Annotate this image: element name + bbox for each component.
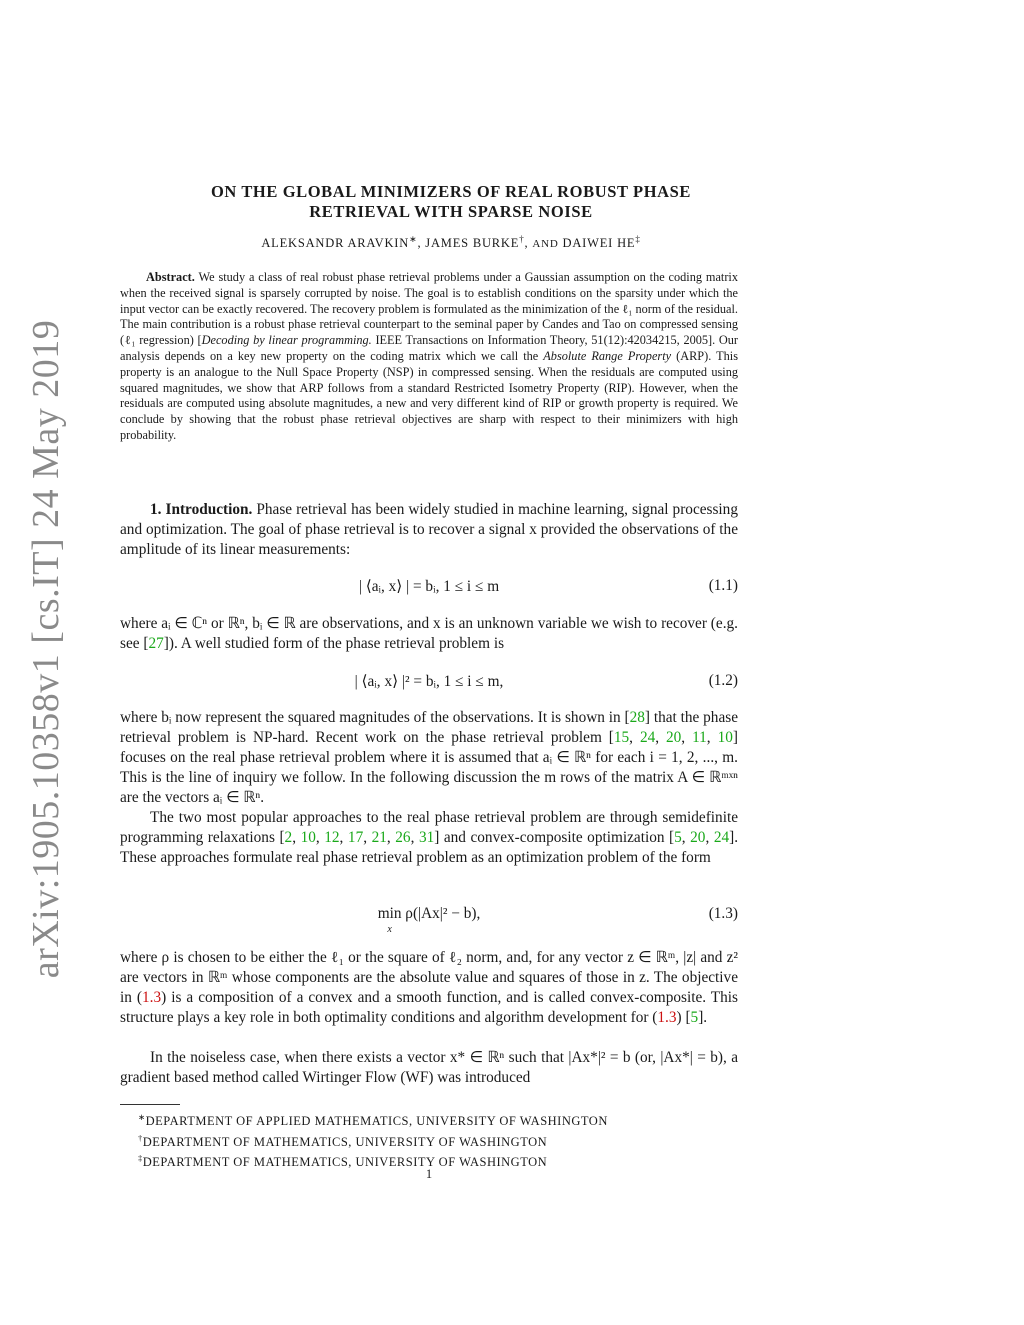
equation-expression bbox=[120, 905, 738, 941]
paragraph-2 bbox=[120, 614, 738, 654]
text-run: where bᵢ now represent the squared magnitudes of the observations. It is shown in [ bbox=[120, 709, 630, 726]
paragraph-6 bbox=[120, 1048, 738, 1088]
text-run: ] and convex-composite optimization [ bbox=[434, 829, 675, 846]
text-run: In the noiseless case, when there exists a vector x* ∈ ℝⁿ such that |Ax*|² = b (or, |Ax*| = b), a gradient based method called Wirtinger Flow (WF) was introduced bbox=[120, 1049, 738, 1086]
equation-number: (1.3) bbox=[708, 905, 738, 922]
abstract-cite-title: Decoding by linear programming. bbox=[201, 333, 372, 348]
author-1: ALEKSANDR ARAVKIN bbox=[261, 236, 410, 251]
text-run: ) is a composition of a convex and a smooth function, and is called convex-composite. This structure plays a key role in both optimality conditions and algorithm development for ( bbox=[120, 989, 738, 1026]
author-2: JAMES BURKE bbox=[425, 236, 520, 251]
arxiv-stamp: arXiv:1905.10358v1 [cs.IT] 24 May 2019 bbox=[25, 319, 67, 979]
citation-group: 5, 20, 24 bbox=[674, 829, 730, 846]
citation-link[interactable]: 2 bbox=[284, 829, 293, 846]
citation-link[interactable]: 21 bbox=[371, 829, 387, 846]
text-run: ] focuses on the real phase retrieval problem where it is assumed that aᵢ ∈ ℝⁿ for each i = 1, 2, ..., m. This is the line of inquiry we follow. In the following discussion the m rows of the matrix A ∈ ℝᵐˣⁿ are the vectors aᵢ ∈ ℝⁿ. bbox=[120, 729, 738, 806]
abstract-arp-name: Absolute Range Property bbox=[543, 348, 672, 363]
footnote-rule bbox=[120, 1104, 180, 1105]
citation-link[interactable]: 17 bbox=[347, 829, 364, 846]
abstract bbox=[120, 270, 738, 444]
equation-1-2 bbox=[120, 672, 738, 692]
citation-link[interactable]: 5 bbox=[690, 1009, 699, 1026]
equation-number: (1.1) bbox=[708, 577, 738, 594]
text-run: where ρ is chosen to be either the ℓ₁ or the square of ℓ₂ norm, and, for any vector z ∈ ℝᵐ, |z| and z² are vectors in ℝᵐ whose components are the absolute value and squares of those in z. The objective in ( bbox=[120, 949, 738, 1006]
citation-link[interactable]: 20 bbox=[690, 829, 706, 846]
equation-1-3 bbox=[120, 905, 738, 939]
author-3: DAIWEI HE bbox=[562, 236, 636, 251]
equation-number: (1.2) bbox=[708, 672, 738, 689]
text-run: ]. bbox=[698, 1009, 708, 1026]
citation-link[interactable]: 5 bbox=[674, 829, 682, 846]
citation-link[interactable]: 10 bbox=[717, 729, 733, 746]
introduction-paragraph bbox=[120, 500, 738, 560]
citation-group: 2, 10, 12, 17, 21, 26, 31 bbox=[284, 829, 435, 846]
citation-link[interactable]: 24 bbox=[639, 729, 656, 746]
text-run: The two most popular approaches to the real phase retrieval problem are through semidefinite programming relaxations [ bbox=[120, 809, 738, 846]
equation-1-1 bbox=[120, 577, 738, 597]
text-run: ) [ bbox=[676, 1009, 691, 1026]
paper-title bbox=[120, 182, 782, 222]
equation-rest: ρ(|Ax|² − b), bbox=[401, 905, 481, 922]
paragraph-3: where bᵢ now represent the squared magnitudes of the observations. It is shown in [28] that the phase retrieval problem is NP-hard. Recent work on the phase retrieval problem [15, 24, 20, 11, 10] focuses on the real phase retrieval problem where it is assumed that aᵢ ∈ ℝⁿ for each i = 1, 2, ..., m. This is the line of inquiry we follow. In the following discussion the m rows of the matrix A ∈ ℝᵐˣⁿ are the vectors aᵢ ∈ ℝⁿ. bbox=[120, 709, 738, 806]
footnotes bbox=[138, 1109, 608, 1171]
section-text: Phase retrieval has been widely studied in machine learning, signal processing and optimization. The goal of phase retrieval is to recover a signal x provided the observations of the amplitude of its linear measurements: bbox=[120, 501, 738, 558]
min-operator: min bbox=[377, 905, 402, 922]
text-run: ]. These approaches formulate real phase retrieval problem as an optimization problem of the form bbox=[120, 829, 739, 866]
citation-link[interactable]: 28 bbox=[629, 709, 645, 726]
abstract-text-2: IEEE Transactions on Information Theory, 51(12):42034215, 2005]. Our analysis depends on a key new property on the coding matrix which we call the bbox=[120, 333, 739, 363]
footnote-text: DEPARTMENT OF MATHEMATICS, UNIVERSITY OF WASHINGTON bbox=[142, 1134, 548, 1149]
abstract-label: Abstract. bbox=[146, 270, 195, 284]
author-and: AND bbox=[532, 238, 559, 251]
abstract-text-3: (ARP). This property is an analogue to the Null Space Property (NSP) in compressed sensing. When the residuals are computed using squared magnitudes, we show that ARP follows from a standard Restricted Isometry Property (RIP). However, when the residuals are computed using absolute magnitudes, a new and very different kind of RIP or growth property is required. We conclude by showing that the robust phase retrieval objectives are sharp with respect to their minimizers with high probability. bbox=[120, 348, 738, 442]
title-line-1: ON THE GLOBAL MINIMIZERS OF REAL ROBUST PHASE bbox=[210, 182, 692, 201]
footnote-3: ‡DEPARTMENT OF MATHEMATICS, UNIVERSITY OF WASHINGTON bbox=[138, 1153, 548, 1170]
footnote-2: †DEPARTMENT OF MATHEMATICS, UNIVERSITY OF WASHINGTON bbox=[138, 1132, 548, 1149]
citation-link[interactable]: 27 bbox=[148, 635, 164, 652]
citation-link[interactable]: 10 bbox=[300, 829, 316, 846]
page-number: 1 bbox=[425, 1167, 433, 1181]
abstract-text-1: We study a class of real robust phase retrieval problems under a Gaussian assumption on the coding matrix when the received signal is sparsely corrupted by noise. The goal is to establish conditions on the sparsity under which the input vector can be exactly recovered. The recovery problem is formulated as the minimization of the ℓ₁ norm of the residual. The main contribution is a robust phase retrieval counterpart to the seminal paper by Candes and Tao on compressed sensing (ℓ₁ regression) [ bbox=[120, 270, 738, 348]
text-run: ] that the phase retrieval problem is NP-hard. Recent work on the phase retrieval problem [ bbox=[120, 709, 738, 746]
author-list: ALEKSANDR ARAVKIN∗, JAMES BURKE†, AND DAIWEI HE‡ bbox=[261, 234, 641, 251]
citation-link[interactable]: 26 bbox=[395, 829, 411, 846]
footnote-text: DEPARTMENT OF MATHEMATICS, UNIVERSITY OF WASHINGTON bbox=[142, 1155, 548, 1170]
equation-expression: | ⟨aᵢ, x⟩ | = bᵢ, 1 ≤ i ≤ m bbox=[358, 578, 500, 595]
text-run: where aᵢ ∈ ℂⁿ or ℝⁿ, bᵢ ∈ ℝ are observations, and x is an unknown variable we wish to recover (e.g. see [ bbox=[120, 615, 738, 652]
equation-link[interactable]: 1.3 bbox=[142, 989, 162, 1006]
section-heading: 1. Introduction. bbox=[150, 501, 253, 518]
citation-link[interactable]: 24 bbox=[713, 829, 730, 846]
citation-link[interactable]: 12 bbox=[324, 829, 340, 846]
equation-expression: | ⟨aᵢ, x⟩ |² = bᵢ, 1 ≤ i ≤ m, bbox=[354, 673, 504, 690]
min-subscript: x bbox=[387, 924, 392, 935]
paragraph-5 bbox=[120, 948, 738, 1028]
citation-link[interactable]: 11 bbox=[692, 729, 707, 746]
citation-link[interactable]: 31 bbox=[418, 829, 435, 846]
paragraph-4 bbox=[120, 808, 738, 868]
footnote-text: DEPARTMENT OF APPLIED MATHEMATICS, UNIVERSITY OF WASHINGTON bbox=[145, 1114, 608, 1129]
citation-link[interactable]: 15 bbox=[613, 729, 630, 746]
text-run: ]). A well studied form of the phase retrieval problem is bbox=[163, 635, 505, 652]
title-line-2: RETRIEVAL WITH SPARSE NOISE bbox=[309, 202, 593, 221]
citation-link[interactable]: 20 bbox=[666, 729, 682, 746]
footnote-1: ∗DEPARTMENT OF APPLIED MATHEMATICS, UNIVERSITY OF WASHINGTON bbox=[138, 1112, 608, 1129]
equation-link[interactable]: 1.3 bbox=[657, 1009, 677, 1026]
